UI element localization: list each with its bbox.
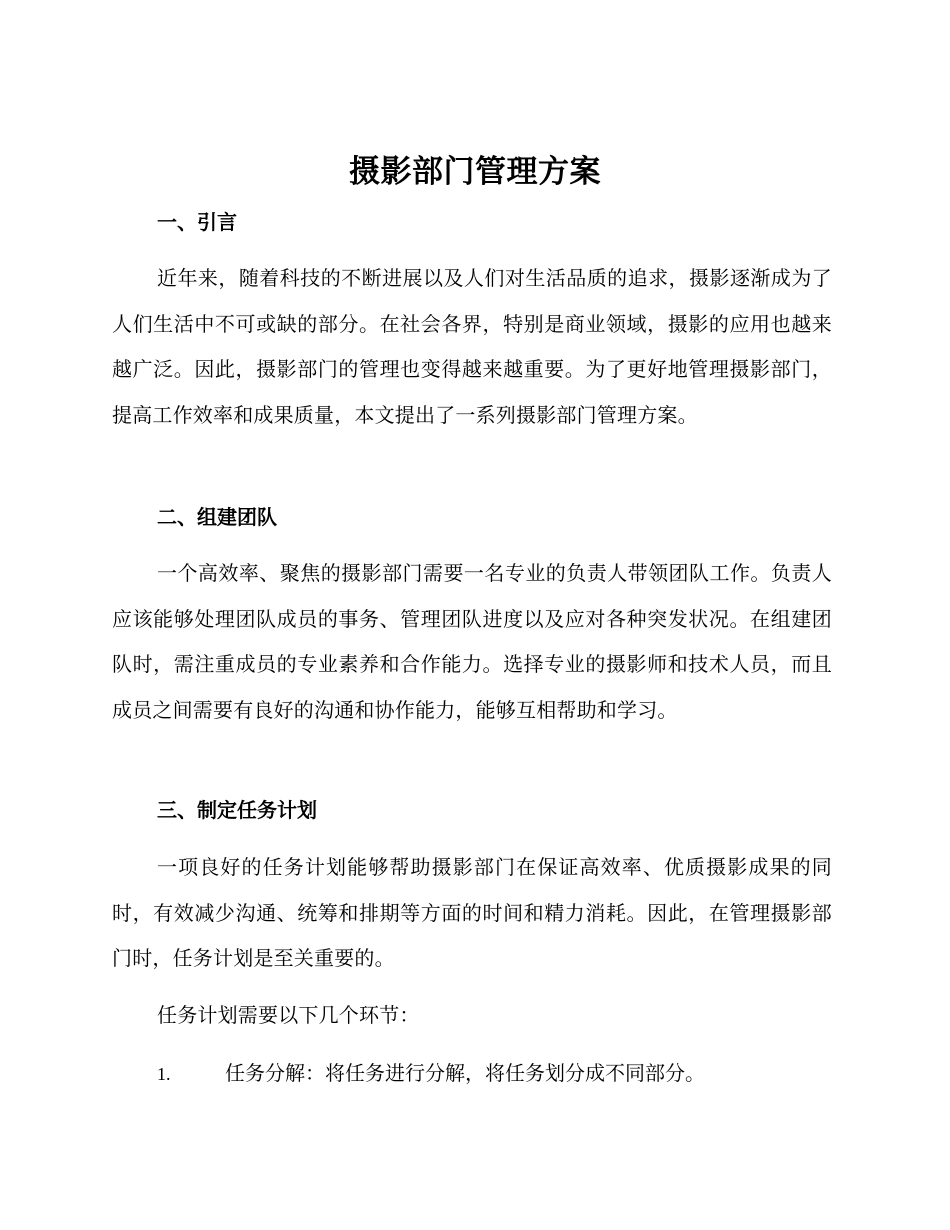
paragraph-introduction: 近年来，随着科技的不断进展以及人们对生活品质的追求，摄影逐渐成为了人们生活中不可或缺的部分。在社会各界，特别是商业领域，摄影的应用也越来越广泛。因此，摄影部门的管理也变得越来越重要。为了更好地管理摄影部门，提高工作效率和成果质量，本文提出了一系列摄影部门管理方案。: [112, 266, 832, 427]
list-item-text: 任务分解：将任务进行分解，将任务划分成不同部分。: [225, 1061, 705, 1085]
document-title: 摄影部门管理方案: [349, 154, 601, 190]
section-heading-task-plan: 三、制定任务计划: [157, 798, 317, 822]
paragraph-team: 一个高效率、聚焦的摄影部门需要一名专业的负责人带领团队工作。负责人应该能够处理团队成员的事务、管理团队进度以及应对各种突发状况。在组建团队时，需注重成员的专业素养和合作能力。选择专业的摄影师和技术人员，而且成员之间需要有良好的沟通和协作能力，能够互相帮助和学习。: [112, 561, 832, 722]
section-heading-introduction: 一、引言: [157, 210, 237, 234]
list-item-number: 1.: [157, 1064, 171, 1084]
list-item: [157, 1055, 705, 1092]
paragraph-task-plan: 一项良好的任务计划能够帮助摄影部门在保证高效率、优质摄影成果的同时，有效减少沟通、统筹和排期等方面的时间和精力消耗。因此，在管理摄影部门时，任务计划是至关重要的。: [112, 855, 832, 971]
section-heading-team: 二、组建团队: [157, 505, 277, 529]
paragraph-task-plan-steps-intro: 任务计划需要以下几个环节：: [157, 1003, 420, 1027]
